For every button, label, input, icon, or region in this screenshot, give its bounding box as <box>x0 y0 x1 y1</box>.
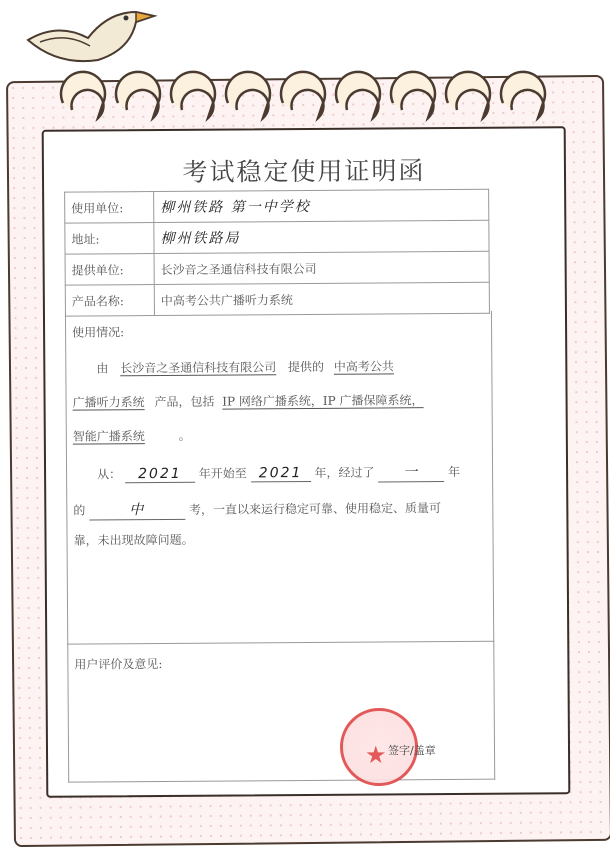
usage-line-1 <box>96 357 394 376</box>
usage-text: 年 <box>448 464 461 480</box>
provider-value: 长沙音之圣通信科技有限公司 <box>154 251 489 284</box>
address-value: 柳州铁路局 <box>154 220 489 253</box>
usage-text: 。 <box>178 428 191 443</box>
unit-value: 柳州铁路 第一中学校 <box>154 189 489 222</box>
unit-label: 使用单位: <box>65 192 154 224</box>
table-row <box>65 220 489 254</box>
company-name: 长沙音之圣通信科技有限公司 <box>120 360 277 376</box>
info-table <box>64 189 490 317</box>
duration-years: 一 <box>378 461 444 482</box>
feedback-label: 用户评价及意见: <box>74 657 163 672</box>
certificate-paper <box>42 126 571 798</box>
usage-line-2 <box>73 391 424 410</box>
usage-line-4 <box>97 461 460 485</box>
system-items: IP 网络广播系统，IP 广播保障系统， <box>222 393 424 409</box>
usage-text: 年开始至 <box>198 466 247 481</box>
usage-text: 的 <box>73 503 86 518</box>
usage-line-6: 靠，未出现故障问题。 <box>73 532 194 548</box>
usage-text: 由 <box>96 361 109 376</box>
product-label: 产品名称: <box>65 285 154 317</box>
system-items-cont: 智能广播系统 <box>72 429 145 444</box>
provider-label: 提供单位: <box>65 254 154 286</box>
usage-line-3 <box>73 427 191 445</box>
address-label: 地址: <box>65 223 154 255</box>
end-year: 2021 <box>251 465 311 482</box>
usage-text: 年，经过了 <box>314 465 375 480</box>
usage-section <box>65 311 494 645</box>
signature-label: 签字/盖章 <box>388 744 436 757</box>
document-title: 考试稳定使用证明函 <box>182 156 426 187</box>
usage-text: 产品，包括 <box>154 394 215 410</box>
star-icon: ★ <box>365 741 387 769</box>
product-name-cont: 广播听力系统 <box>72 395 145 410</box>
table-row <box>65 251 489 285</box>
usage-line-5 <box>73 497 441 521</box>
usage-text: 从： <box>97 467 122 482</box>
usage-text: 提供的 <box>287 359 325 375</box>
product-value: 中高考公共广播听力系统 <box>154 282 489 315</box>
usage-text: 考，一直以来运行稳定可靠、使用稳定、质量可 <box>188 501 442 517</box>
feedback-section <box>67 641 495 783</box>
table-row <box>65 189 489 223</box>
usage-label: 使用情况: <box>72 325 125 340</box>
start-year: 2021 <box>125 466 195 483</box>
exam-count: 中 <box>89 499 185 521</box>
product-name: 中高考公共 <box>333 359 394 374</box>
